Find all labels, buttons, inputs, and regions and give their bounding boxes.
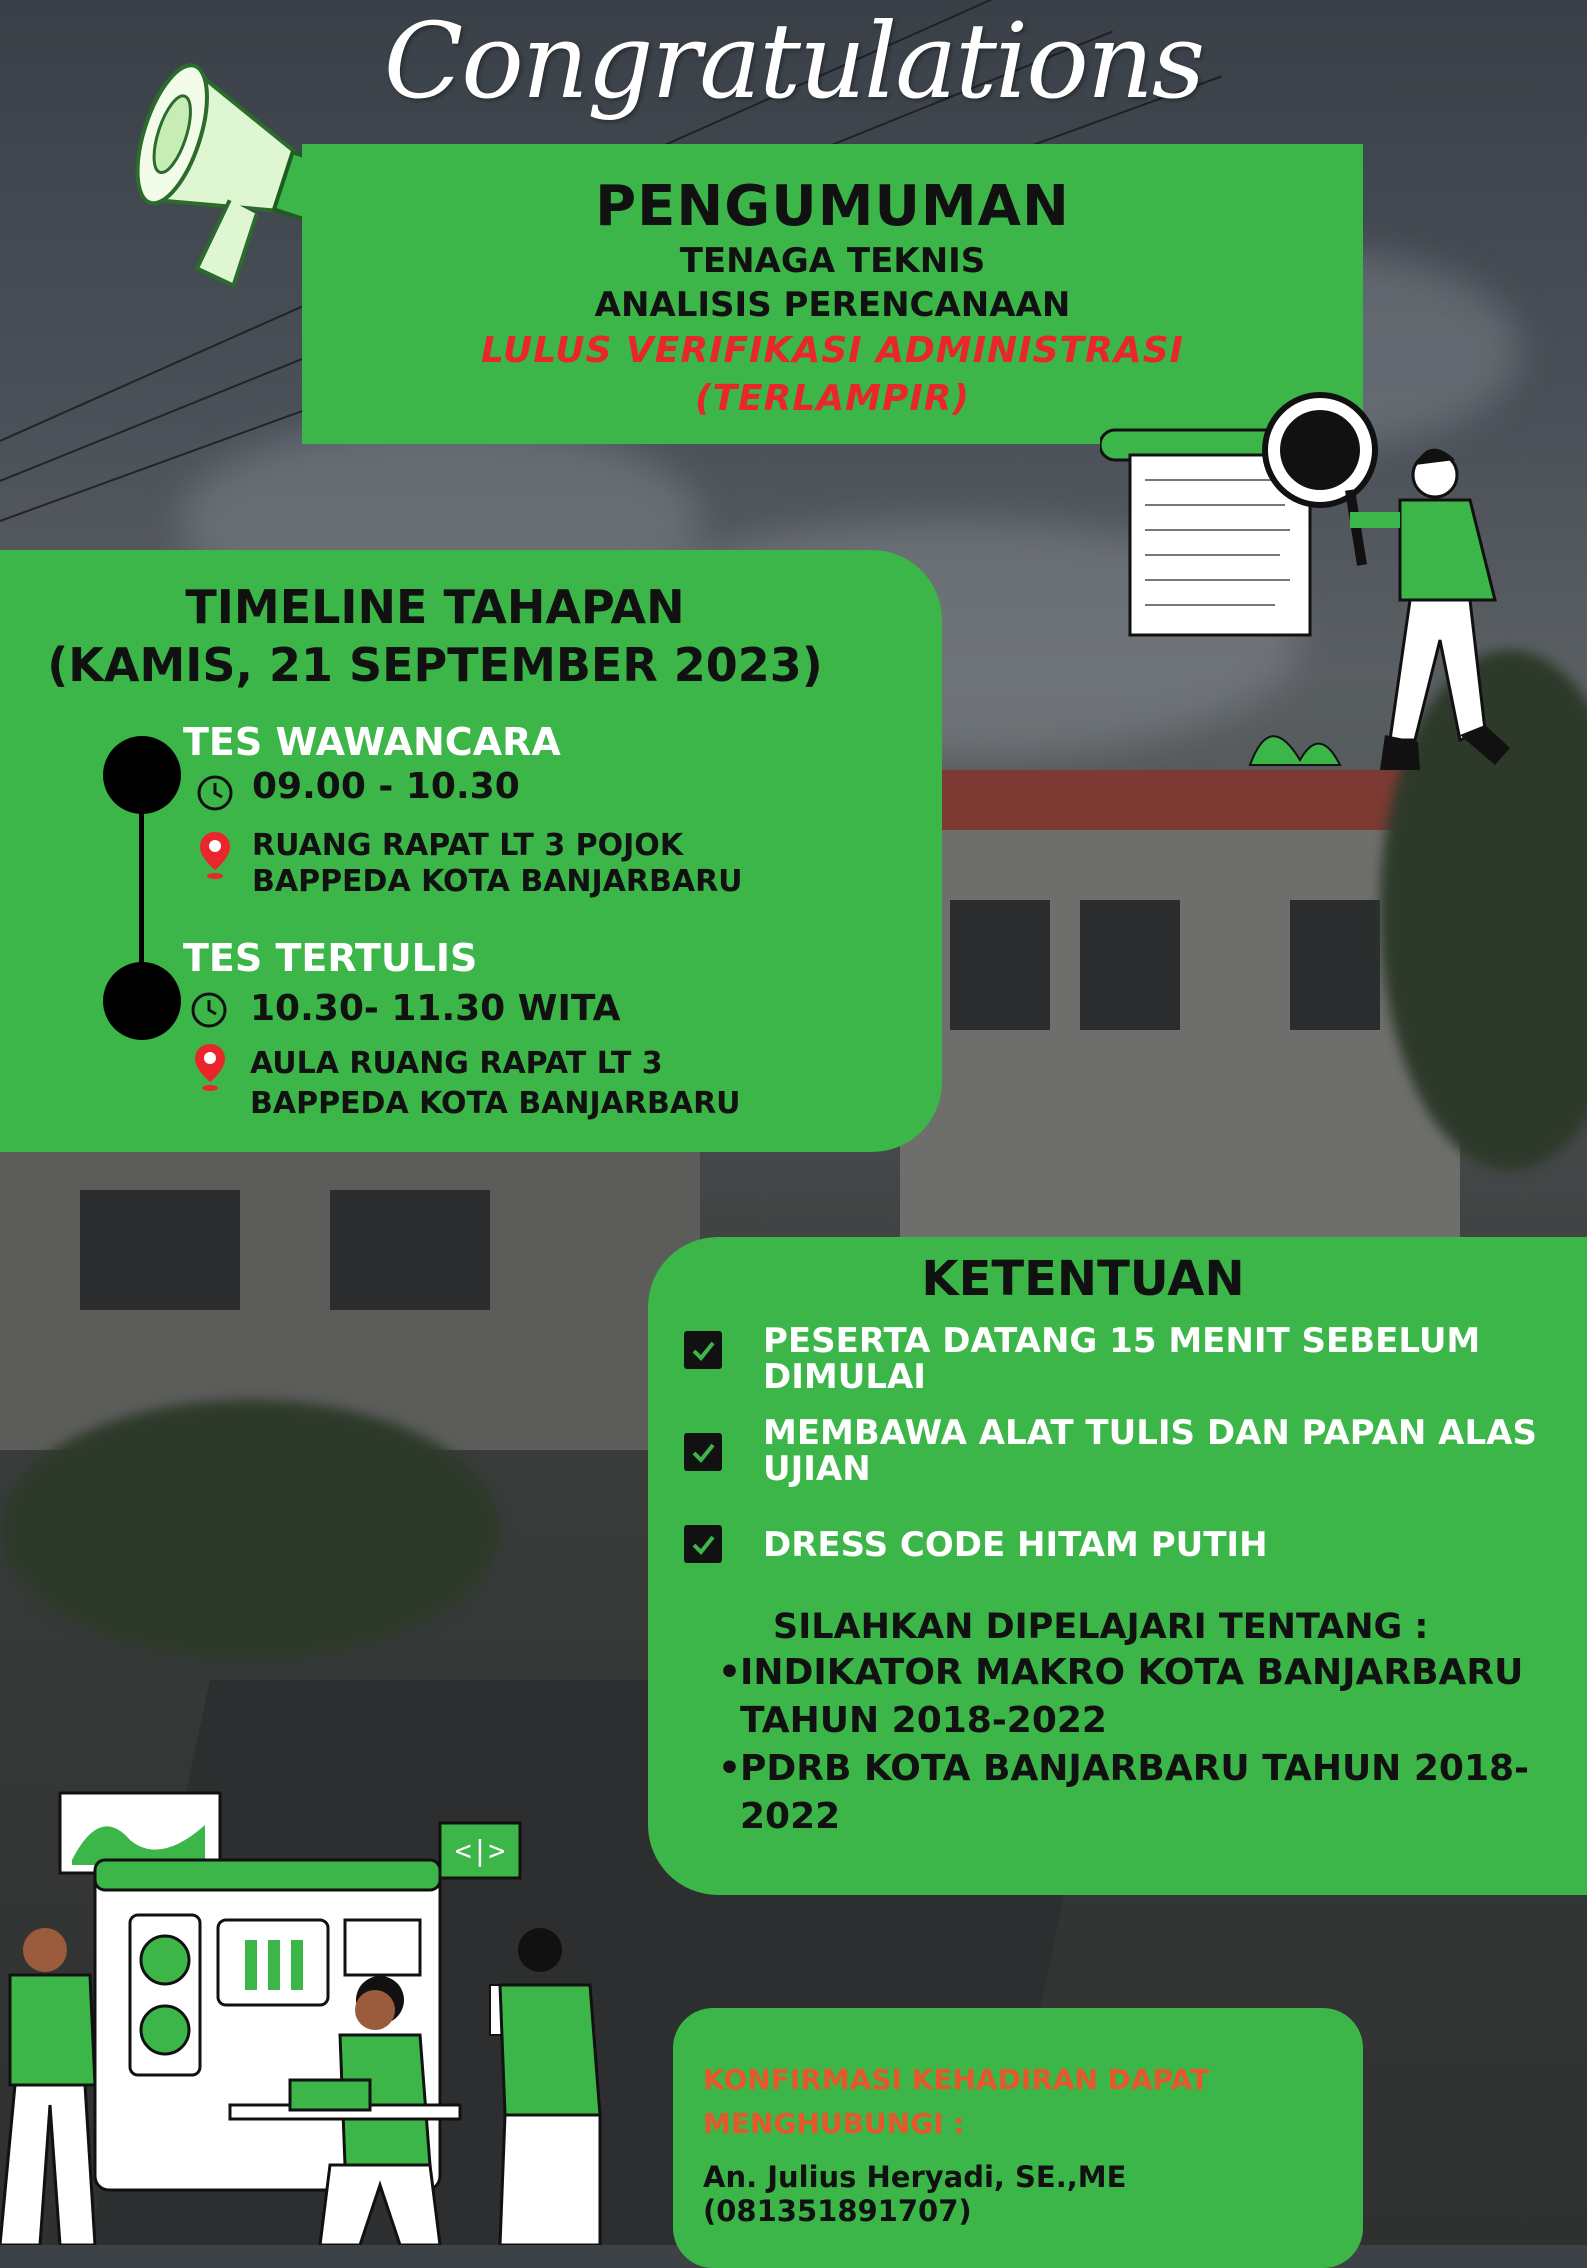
clock-icon [196, 774, 234, 812]
team-illustration [0, 1785, 640, 2245]
header-status-1: LULUS VERIFIKASI ADMINISTRASI [481, 330, 1184, 371]
checkbox-icon [684, 1525, 722, 1563]
checkbox-icon [684, 1433, 722, 1471]
stage-location [250, 1044, 741, 1124]
timeline-title [0, 578, 870, 694]
checkbox-icon [684, 1331, 722, 1369]
stage-time: 09.00 - 10.30 [252, 766, 520, 807]
header-line-1: TENAGA TEKNIS [679, 241, 986, 281]
stage-location-line-2: BAPPEDA KOTA BANJARBARU [250, 1086, 741, 1121]
header-heading: PENGUMUMAN [595, 174, 1070, 239]
stage-location-line-2: BAPPEDA KOTA BANJARBARU [252, 864, 743, 899]
study-item: • PDRB KOTA BANJARBARU TAHUN 2018-2022 [740, 1745, 1570, 1841]
timeline-date: (KAMIS, 21 SEPTEMBER 2023) [47, 638, 823, 692]
congratulations-title: Congratulations [383, 0, 1204, 122]
header-status-2: (TERLAMPIR) [695, 378, 970, 419]
rule-text-cont: DIMULAI [763, 1357, 926, 1397]
stage-name: TES TERTULIS [183, 936, 478, 980]
timeline-title-line-1: TIMELINE TAHAPAN [185, 580, 685, 634]
timeline-panel [0, 550, 942, 1152]
confirmation-title-line-2: MENGHUBUNGI : [703, 2107, 965, 2140]
confirmation-title-line-1: KONFIRMASI KEHADIRAN DAPAT [703, 2063, 1210, 2096]
rule-text: DRESS CODE HITAM PUTIH [763, 1525, 1268, 1565]
inspector-illustration [1100, 380, 1560, 780]
rule-text: PESERTA DATANG 15 MENIT SEBELUM [763, 1321, 1481, 1361]
rule-text-cont: UJIAN [763, 1449, 871, 1489]
header-line-2: ANALISIS PERENCANAAN [594, 285, 1071, 325]
rules-title: KETENTUAN [921, 1251, 1245, 1307]
timeline-dot [103, 736, 181, 814]
stage-location [252, 828, 743, 900]
location-pin-icon [193, 1042, 227, 1092]
confirmation-panel [673, 2008, 1363, 2268]
stage-location-line-1: RUANG RAPAT LT 3 POJOK [252, 828, 684, 863]
code-icon: <|> [454, 1834, 506, 1867]
contact-info: An. Julius Heryadi, SE.,ME (081351891707) [703, 2160, 1127, 2228]
timeline-dot [103, 962, 181, 1040]
clock-icon [190, 991, 228, 1029]
rule-text: MEMBAWA ALAT TULIS DAN PAPAN ALAS [763, 1413, 1537, 1453]
stage-location-line-1: AULA RUANG RAPAT LT 3 [250, 1046, 663, 1081]
study-item: • INDIKATOR MAKRO KOTA BANJARBARU TAHUN 2018-2022 [740, 1649, 1570, 1745]
confirmation-title [703, 2058, 1209, 2146]
stage-time: 10.30- 11.30 WITA [250, 988, 621, 1029]
stage-name: TES WAWANCARA [183, 720, 561, 764]
location-pin-icon [198, 830, 232, 880]
rule-item [763, 1323, 1583, 1395]
rule-item [763, 1415, 1583, 1487]
rule-item [763, 1527, 1583, 1563]
rules-panel [648, 1237, 1587, 1895]
study-label: SILAHKAN DIPELAJARI TENTANG : [773, 1607, 1429, 1647]
